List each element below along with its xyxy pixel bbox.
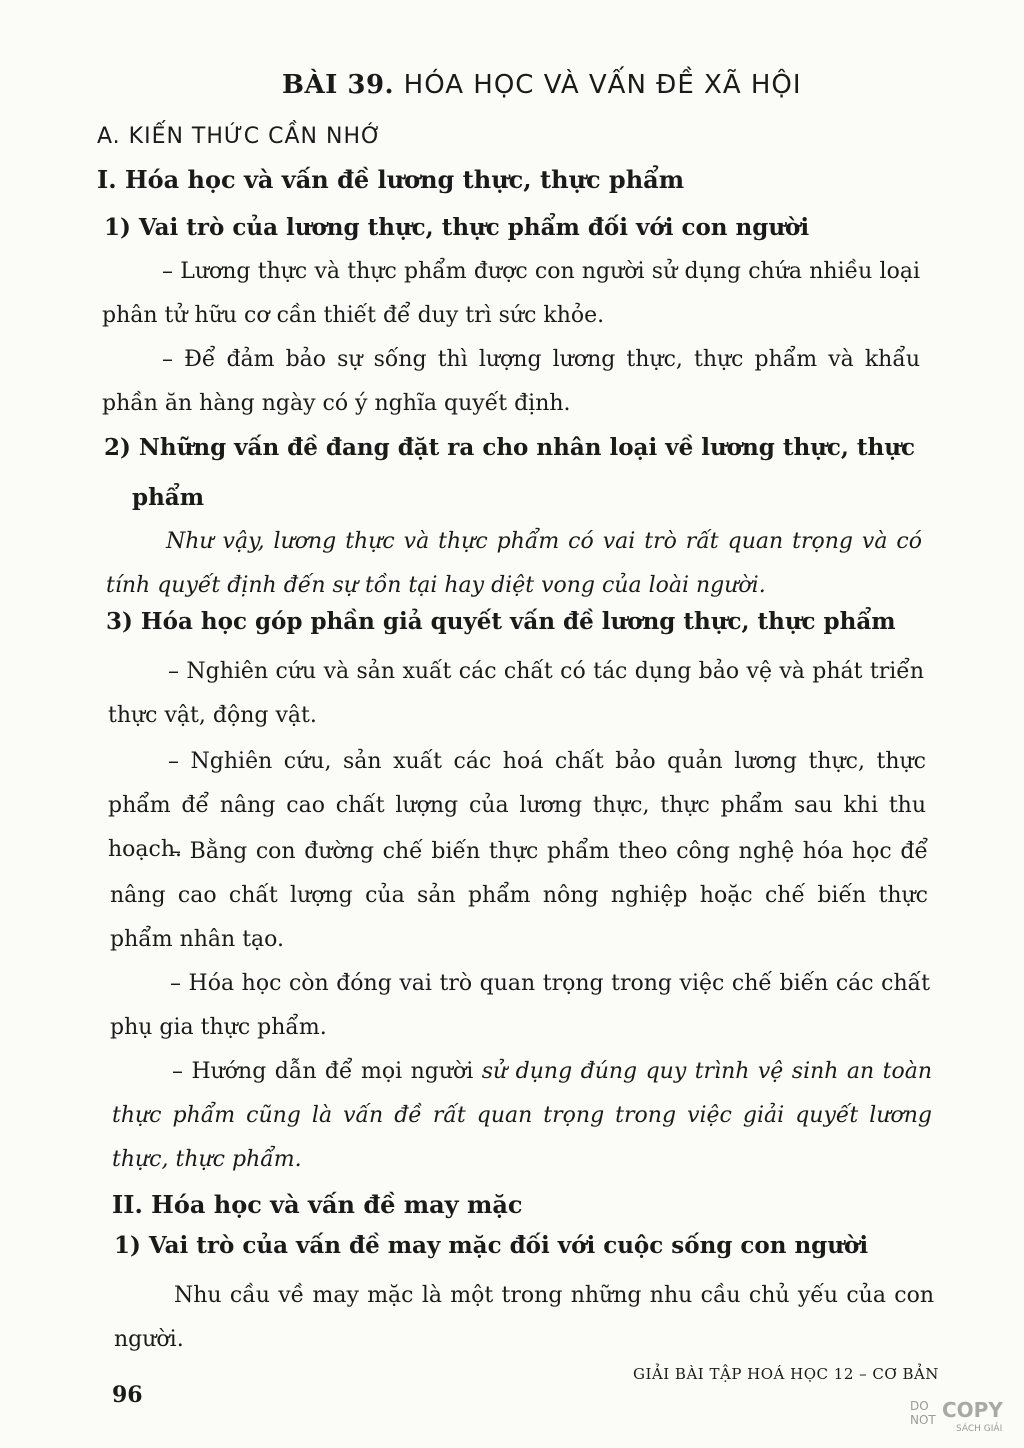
lesson-number: BÀI 39. bbox=[282, 70, 395, 100]
paragraph bbox=[112, 1050, 932, 1182]
watermark-not: NOT bbox=[910, 1413, 936, 1427]
watermark-do: DO bbox=[910, 1399, 929, 1413]
paragraph bbox=[108, 650, 924, 738]
paragraph-text: – Hướng dẫn để mọi người bbox=[172, 1059, 482, 1084]
paragraph-text: – Lương thực và thực phẩm được con người sử dụng chứa nhiều loại phân tử hữu cơ cần thiết để duy trì sức khỏe. bbox=[102, 259, 920, 328]
section-a-heading: A. KIẾN THỨC CẦN NHỚ bbox=[97, 124, 383, 149]
part2-heading: II. Hóa học và vấn đề may mặc bbox=[112, 1190, 523, 1219]
paragraph-text: – Nghiên cứu, sản xuất các hoá chất bảo quản lương thực, thực phẩm để nâng cao chất lượng của lương thực, thực phẩm sau khi thu hoạch. bbox=[108, 749, 926, 862]
part1-sub2-heading: 2) Những vấn đề đang đặt ra cho nhân loại về lương thực, thực bbox=[104, 434, 915, 461]
part1-sub3-heading: 3) Hóa học góp phần giả quyết vấn đề lương thực, thực phẩm bbox=[106, 608, 896, 635]
part2-sub1-heading: 1) Vai trò của vấn đề may mặc đối với cuộc sống con người bbox=[114, 1232, 869, 1259]
paragraph bbox=[110, 830, 928, 962]
lesson-title-text: HÓA HỌC VÀ VẤN ĐỀ XÃ HỘI bbox=[403, 70, 802, 100]
paragraph-text: – Hóa học còn đóng vai trò quan trọng trong việc chế biến các chất phụ gia thực phẩm. bbox=[110, 971, 930, 1040]
paragraph-emphasis: sử dụng đúng quy trình vệ sinh an toàn thực phẩm cũng là vấn đề rất quan trọng trong việc giải quyết lương thực, thực phẩm. bbox=[112, 1059, 932, 1172]
lesson-title bbox=[282, 70, 802, 100]
paragraph bbox=[102, 250, 920, 338]
book-title: GIẢI BÀI TẬP HOÁ HỌC 12 – CƠ BẢN bbox=[633, 1365, 939, 1383]
watermark-sub: SÁCH GIẢI bbox=[956, 1424, 1003, 1434]
paragraph-text: – Để đảm bảo sự sống thì lượng lương thực, thực phẩm và khẩu phần ăn hàng ngày có ý nghĩa quyết định. bbox=[102, 347, 920, 416]
watermark-copy: COPY bbox=[942, 1398, 1003, 1422]
paragraph bbox=[102, 338, 920, 426]
paragraph-text: – Nghiên cứu và sản xuất các chất có tác dụng bảo vệ và phát triển thực vật, động vật. bbox=[108, 659, 924, 728]
part1-sub2-heading-cont: phẩm bbox=[132, 484, 205, 511]
page-number: 96 bbox=[112, 1382, 143, 1408]
paragraph-text: Nhu cầu về may mặc là một trong những nhu cầu chủ yếu của con người. bbox=[114, 1283, 934, 1352]
part1-sub1-heading: 1) Vai trò của lương thực, thực phẩm đối với con người bbox=[104, 214, 810, 241]
paragraph bbox=[114, 1274, 934, 1362]
part1-heading: I. Hóa học và vấn đề lương thực, thực phẩm bbox=[97, 165, 685, 194]
paragraph-text: Như vậy, lương thực và thực phẩm có vai trò rất quan trọng và có tính quyết định đến sự tồn tại hay diệt vong của loài người. bbox=[106, 529, 922, 598]
paragraph bbox=[106, 520, 922, 608]
watermark-logo bbox=[908, 1398, 1014, 1440]
paragraph bbox=[110, 962, 930, 1050]
paragraph-text: – Bằng con đường chế biến thực phẩm theo công nghệ hóa học để nâng cao chất lượng của sản phẩm nông nghiệp hoặc chế biến thực phẩm nhân tạo. bbox=[110, 839, 928, 952]
